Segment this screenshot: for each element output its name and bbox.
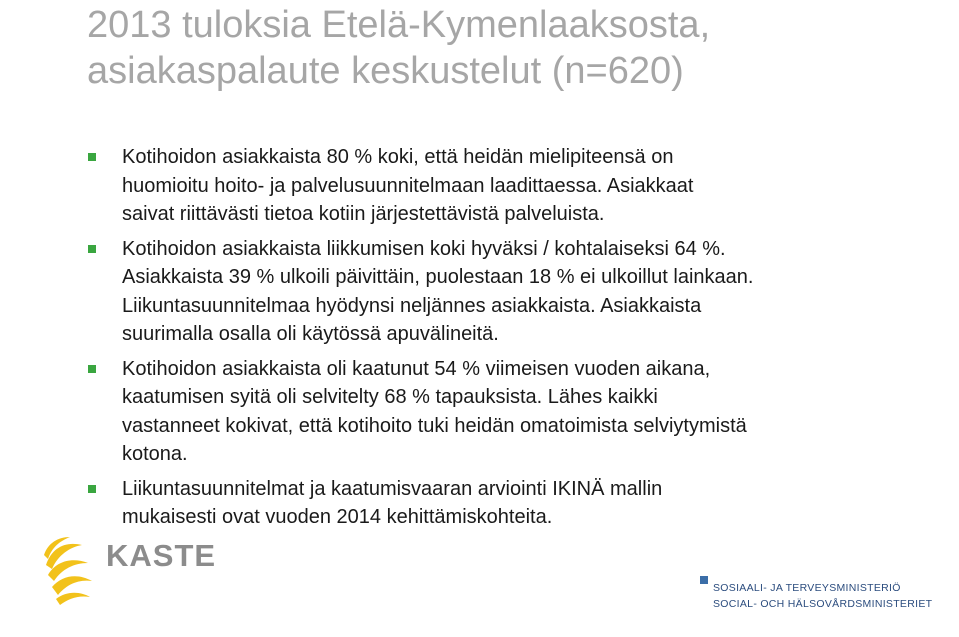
bullet-text-line: Asiakkaista 39 % ulkoili päivittäin, puolestaan 18 % ei ulkoillut lainkaan. bbox=[122, 266, 754, 288]
bullet-text-line: mukaisesti ovat vuoden 2014 kehittämiskohteita. bbox=[122, 506, 553, 528]
bullet-text-line: saivat riittävästi tietoa kotiin järjestettävistä palveluista. bbox=[122, 203, 605, 225]
bullet-text-line: vastanneet kokivat, että kotihoito tuki heidän omatoimista selviytymistä bbox=[122, 414, 747, 437]
bullet-item-mobility bbox=[88, 235, 908, 349]
bullet-text-line: suurimalla osalla oli käytössä apuvälineitä. bbox=[122, 323, 499, 345]
slide-title-line-2: asiakaspalaute keskustelut (n=620) bbox=[87, 50, 684, 92]
bullet-text-line: Kotihoidon asiakkaista 80 % koki, että heidän mielipiteensä on bbox=[122, 146, 674, 168]
bullet-item-satisfaction bbox=[88, 143, 908, 229]
bullet-item-development-targets bbox=[88, 475, 908, 532]
square-bullet-icon bbox=[88, 245, 96, 253]
bullet-text-line: kotona. bbox=[122, 443, 188, 465]
bullet-text-line: Kotihoidon asiakkaista oli kaatunut 54 % viimeisen vuoden aikana, bbox=[122, 357, 711, 380]
slide-title-line-1: 2013 tuloksia Etelä-Kymenlaaksosta, bbox=[87, 4, 711, 46]
bullet-text-line: Liikuntasuunnitelmat ja kaatumisvaaran arviointi IKINÄ mallin bbox=[122, 477, 663, 500]
ministry-mark-icon bbox=[700, 576, 708, 584]
bullet-text-line: huomioitu hoito- ja palvelusuunnitelmaan laadittaessa. Asiakkaat bbox=[122, 174, 694, 197]
ministry-name-swedish: SOCIAL- OCH HÄLSOVÅRDSMINISTERIET bbox=[713, 598, 933, 610]
bullet-item-falls bbox=[88, 355, 908, 469]
kaste-logo-text: KASTE bbox=[106, 538, 217, 573]
bullet-text-line: kaatumisen syitä oli selvitelty 68 % tapauksista. Lähes kaikki bbox=[122, 386, 658, 408]
ministry-name-finnish: SOSIAALI- JA TERVEYSMINISTERIÖ bbox=[713, 582, 901, 594]
square-bullet-icon bbox=[88, 485, 96, 493]
square-bullet-icon bbox=[88, 153, 96, 161]
square-bullet-icon bbox=[88, 365, 96, 373]
bullet-text-line: Liikuntasuunnitelmaa hyödynsi neljännes asiakkaista. Asiakkaista bbox=[122, 294, 702, 317]
slide-title bbox=[87, 2, 947, 94]
bullet-text-line: Kotihoidon asiakkaista liikkumisen koki hyväksi / kohtalaiseksi 64 %. bbox=[122, 237, 726, 260]
bullet-list bbox=[88, 143, 908, 538]
